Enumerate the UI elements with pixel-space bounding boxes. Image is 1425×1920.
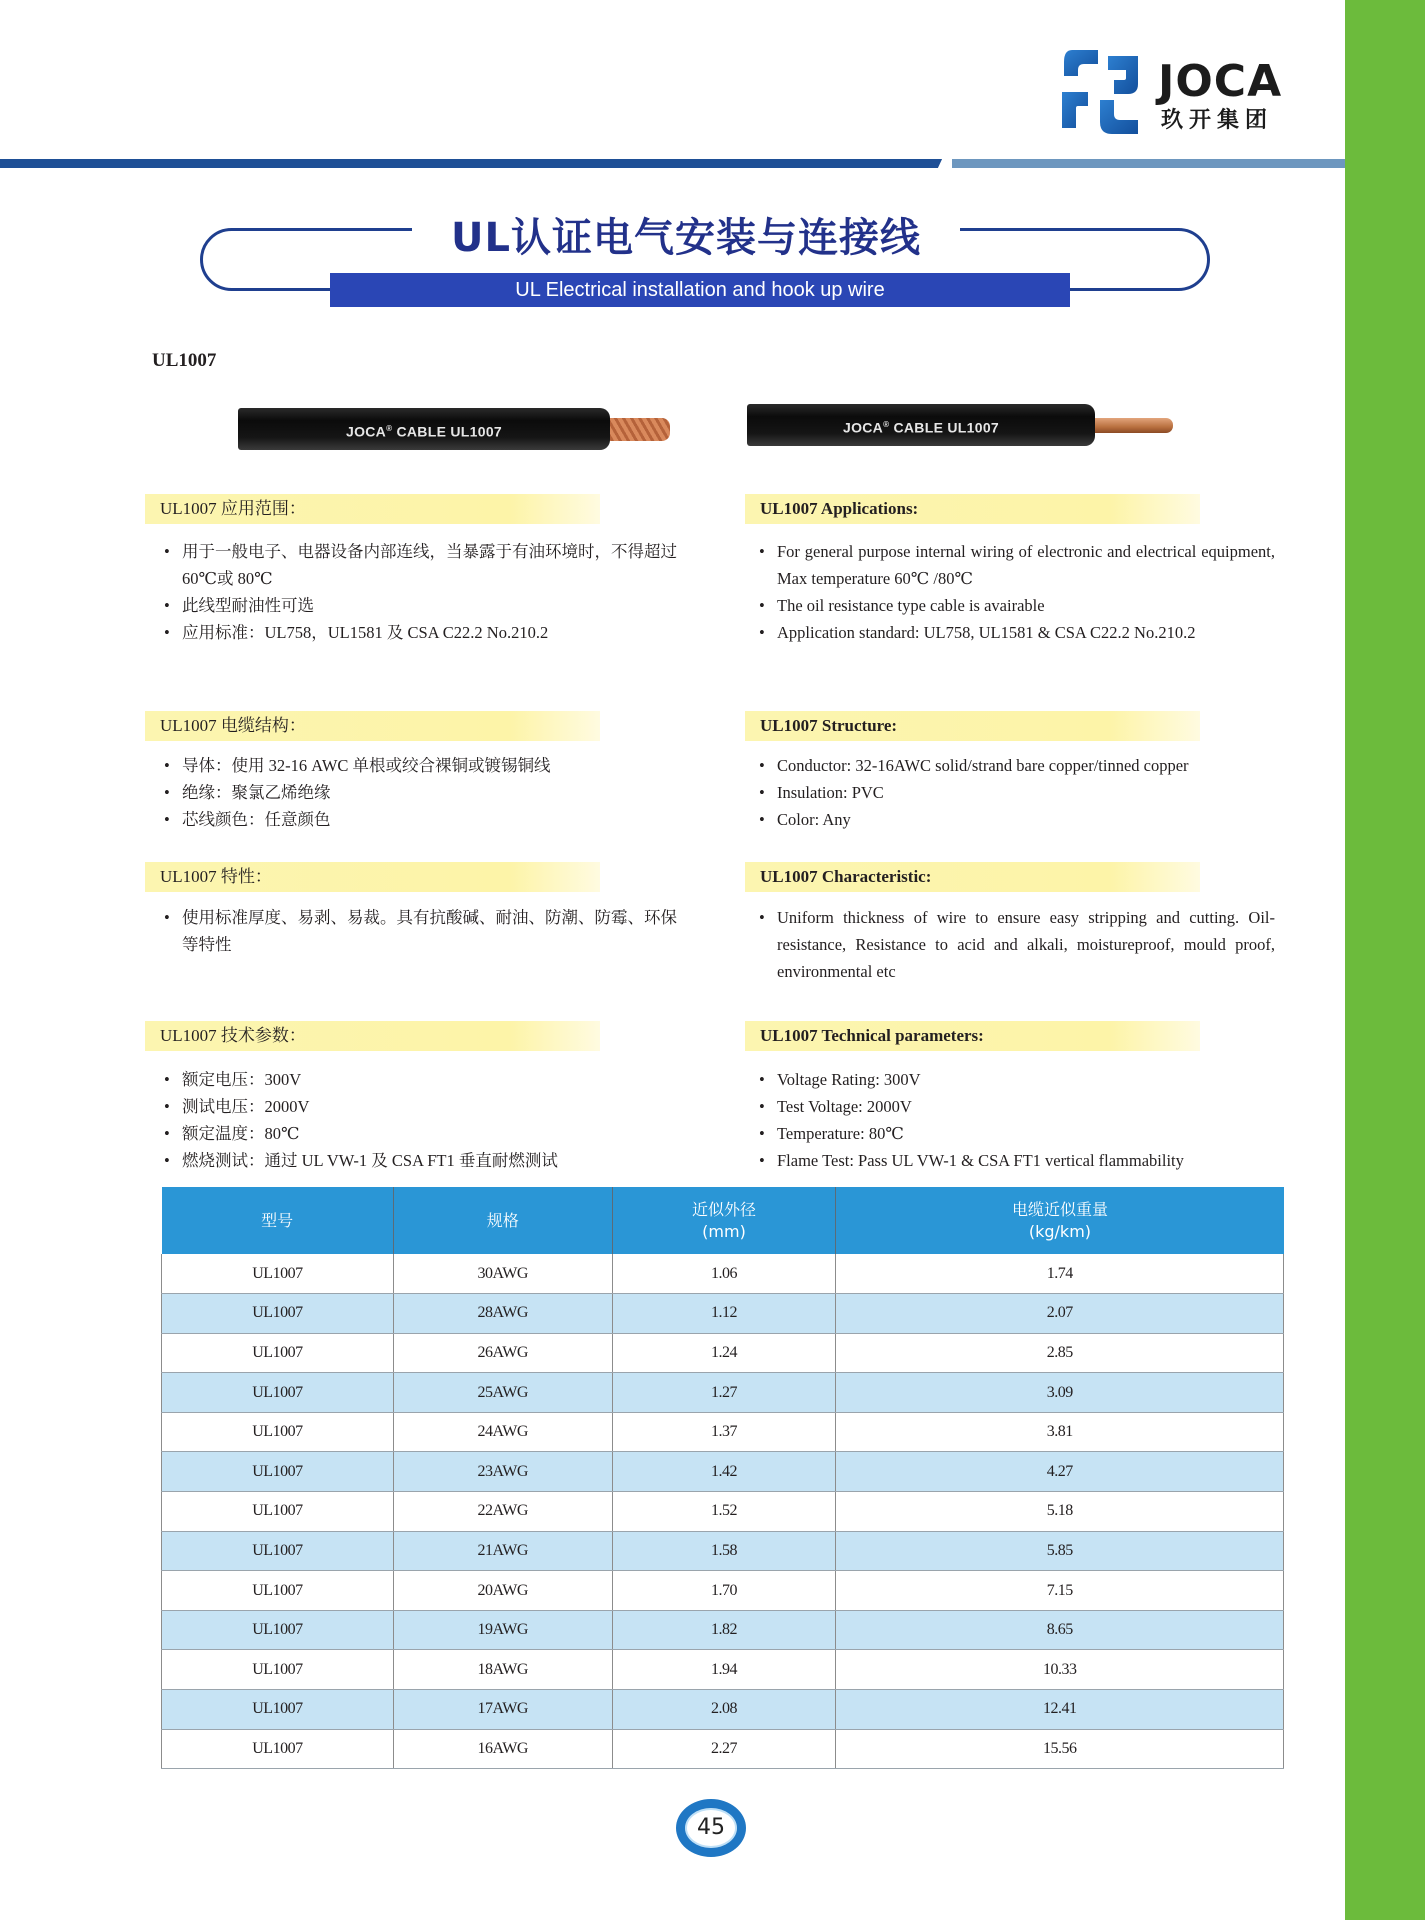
list-item: • The oil resistance type cable is avairable bbox=[755, 592, 1275, 619]
cell-weight: 4.27 bbox=[836, 1452, 1284, 1492]
cell-model: UL1007 bbox=[162, 1610, 394, 1650]
side-color-strip bbox=[1345, 0, 1425, 1920]
cell-weight: 5.85 bbox=[836, 1531, 1284, 1571]
section-heading-applications-en: UL1007 Applications: bbox=[745, 494, 1200, 524]
cell-diameter: 1.58 bbox=[612, 1531, 836, 1571]
list-item: • Application standard: UL758, UL1581 & CSA C22.2 No.210.2 bbox=[755, 619, 1275, 646]
list-item: • 绝缘：聚氯乙烯绝缘 bbox=[160, 779, 680, 806]
list-item: • Conductor: 32-16AWC solid/strand bare copper/tinned copper bbox=[755, 752, 1275, 779]
cell-model: UL1007 bbox=[162, 1650, 394, 1690]
model-title: UL1007 bbox=[152, 350, 217, 371]
cell-weight: 12.41 bbox=[836, 1690, 1284, 1730]
header-bar bbox=[0, 159, 942, 168]
cell-weight: 2.85 bbox=[836, 1333, 1284, 1373]
cell-spec: 26AWG bbox=[393, 1333, 612, 1373]
table-header-row bbox=[162, 1187, 1284, 1254]
cell-model: UL1007 bbox=[162, 1571, 394, 1611]
cable-image-stranded bbox=[238, 408, 676, 450]
cell-weight: 10.33 bbox=[836, 1650, 1284, 1690]
applications-list-cn bbox=[160, 538, 680, 646]
characteristic-list-cn bbox=[160, 904, 680, 958]
list-item: • 用于一般电子、电器设备内部连线，当暴露于有油环境时，不得超过 60℃或 80℃ bbox=[160, 538, 680, 592]
cell-spec: 22AWG bbox=[393, 1492, 612, 1532]
cell-diameter: 1.37 bbox=[612, 1412, 836, 1452]
list-item: • 芯线颜色：任意颜色 bbox=[160, 806, 680, 833]
cell-weight: 2.07 bbox=[836, 1294, 1284, 1334]
cell-model: UL1007 bbox=[162, 1452, 394, 1492]
section-heading-technical-cn: UL1007 技术参数： bbox=[145, 1021, 600, 1051]
cell-spec: 17AWG bbox=[393, 1690, 612, 1730]
list-item: • Temperature: 80℃ bbox=[755, 1120, 1275, 1147]
section-heading-characteristic-cn: UL1007 特性： bbox=[145, 862, 600, 892]
solid-copper-core bbox=[1087, 418, 1173, 433]
cell-spec: 25AWG bbox=[393, 1373, 612, 1413]
table-row bbox=[162, 1729, 1284, 1769]
cell-spec: 24AWG bbox=[393, 1412, 612, 1452]
section-heading-structure-en: UL1007 Structure: bbox=[745, 711, 1200, 741]
cell-weight: 8.65 bbox=[836, 1610, 1284, 1650]
list-item: • 导体：使用 32-16 AWC 单根或绞合裸铜或镀锡铜线 bbox=[160, 752, 680, 779]
list-item: • 测试电压：2000V bbox=[160, 1093, 680, 1120]
list-item: • 此线型耐油性可选 bbox=[160, 592, 680, 619]
list-item: • Color: Any bbox=[755, 806, 1275, 833]
list-item: • Flame Test: Pass UL VW-1 & CSA FT1 vertical flammability bbox=[755, 1147, 1275, 1174]
cell-diameter: 1.42 bbox=[612, 1452, 836, 1492]
table-row bbox=[162, 1571, 1284, 1611]
column-header-model: 型号 bbox=[162, 1187, 394, 1254]
cell-model: UL1007 bbox=[162, 1531, 394, 1571]
table-row bbox=[162, 1412, 1284, 1452]
list-item: • 额定电压：300V bbox=[160, 1066, 680, 1093]
table-row bbox=[162, 1373, 1284, 1413]
cell-model: UL1007 bbox=[162, 1729, 394, 1769]
cell-weight: 3.81 bbox=[836, 1412, 1284, 1452]
joca-logo-icon bbox=[1058, 48, 1146, 136]
cell-spec: 18AWG bbox=[393, 1650, 612, 1690]
section-heading-structure-cn: UL1007 电缆结构： bbox=[145, 711, 600, 741]
cell-diameter: 2.08 bbox=[612, 1690, 836, 1730]
column-header-spec: 规格 bbox=[393, 1187, 612, 1254]
list-item: • 使用标准厚度、易剥、易裁。具有抗酸碱、耐油、防潮、防霉、环保等特性 bbox=[160, 904, 680, 958]
brand-name-cn: 玖开集团 bbox=[1161, 108, 1274, 133]
list-item: • 燃烧测试：通过 UL VW-1 及 CSA FT1 垂直耐燃测试 bbox=[160, 1147, 680, 1174]
cell-spec: 20AWG bbox=[393, 1571, 612, 1611]
cell-diameter: 1.27 bbox=[612, 1373, 836, 1413]
cell-model: UL1007 bbox=[162, 1254, 394, 1294]
cable-insulation bbox=[238, 408, 610, 450]
cell-diameter: 1.24 bbox=[612, 1333, 836, 1373]
characteristic-list-en bbox=[755, 904, 1275, 985]
cable-insulation bbox=[747, 404, 1095, 446]
table-row bbox=[162, 1531, 1284, 1571]
cell-model: UL1007 bbox=[162, 1373, 394, 1413]
cell-weight: 5.18 bbox=[836, 1492, 1284, 1532]
technical-list-cn bbox=[160, 1066, 680, 1174]
cell-spec: 30AWG bbox=[393, 1254, 612, 1294]
cell-spec: 23AWG bbox=[393, 1452, 612, 1492]
technical-list-en bbox=[755, 1066, 1275, 1174]
cable-print-label: JOCA® CABLE UL1007 bbox=[842, 419, 1000, 436]
section-heading-technical-en: UL1007 Technical parameters: bbox=[745, 1021, 1200, 1051]
column-header-weight: 电缆近似重量 (kg/km) bbox=[836, 1187, 1284, 1254]
cell-diameter: 1.06 bbox=[612, 1254, 836, 1294]
list-item: • Uniform thickness of wire to ensure easy stripping and cutting. Oil-resistance, Resistance to acid and alkali, moistureproof, mould proof, environmental etc bbox=[755, 904, 1275, 985]
table-row bbox=[162, 1610, 1284, 1650]
table-row bbox=[162, 1333, 1284, 1373]
table-row bbox=[162, 1254, 1284, 1294]
list-item: • Insulation: PVC bbox=[755, 779, 1275, 806]
section-heading-characteristic-en: UL1007 Characteristic: bbox=[745, 862, 1200, 892]
page-number: 45 bbox=[676, 1799, 746, 1857]
brand-name: JOCA bbox=[1158, 56, 1283, 107]
cable-image-solid bbox=[747, 404, 1177, 446]
cell-weight: 3.09 bbox=[836, 1373, 1284, 1413]
cable-print-label: JOCA® CABLE UL1007 bbox=[345, 423, 503, 440]
spec-table bbox=[161, 1187, 1284, 1769]
cell-spec: 16AWG bbox=[393, 1729, 612, 1769]
table-row bbox=[162, 1690, 1284, 1730]
cell-model: UL1007 bbox=[162, 1690, 394, 1730]
cell-diameter: 1.70 bbox=[612, 1571, 836, 1611]
cell-weight: 7.15 bbox=[836, 1571, 1284, 1611]
cell-model: UL1007 bbox=[162, 1492, 394, 1532]
section-heading-applications-cn: UL1007 应用范围： bbox=[145, 494, 600, 524]
cell-diameter: 2.27 bbox=[612, 1729, 836, 1769]
cell-spec: 28AWG bbox=[393, 1294, 612, 1334]
cell-spec: 21AWG bbox=[393, 1531, 612, 1571]
brand-logo bbox=[1058, 48, 1308, 143]
table-row bbox=[162, 1492, 1284, 1532]
table-row bbox=[162, 1452, 1284, 1492]
cell-diameter: 1.82 bbox=[612, 1610, 836, 1650]
list-item: • For general purpose internal wiring of electronic and electrical equipment, Max temperature 60℃ /80℃ bbox=[755, 538, 1275, 592]
table-row bbox=[162, 1294, 1284, 1334]
cell-model: UL1007 bbox=[162, 1412, 394, 1452]
list-item: • 额定温度：80℃ bbox=[160, 1120, 680, 1147]
table-row bbox=[162, 1650, 1284, 1690]
cell-model: UL1007 bbox=[162, 1333, 394, 1373]
cell-diameter: 1.94 bbox=[612, 1650, 836, 1690]
applications-list-en bbox=[755, 538, 1275, 646]
structure-list-cn bbox=[160, 752, 680, 833]
list-item: • Voltage Rating: 300V bbox=[755, 1066, 1275, 1093]
cell-weight: 1.74 bbox=[836, 1254, 1284, 1294]
column-header-diameter: 近似外径 (mm) bbox=[612, 1187, 836, 1254]
cell-model: UL1007 bbox=[162, 1294, 394, 1334]
cell-diameter: 1.12 bbox=[612, 1294, 836, 1334]
cell-weight: 15.56 bbox=[836, 1729, 1284, 1769]
list-item: • 应用标准：UL758，UL1581 及 CSA C22.2 No.210.2 bbox=[160, 619, 680, 646]
cell-spec: 19AWG bbox=[393, 1610, 612, 1650]
cell-diameter: 1.52 bbox=[612, 1492, 836, 1532]
list-item: • Test Voltage: 2000V bbox=[755, 1093, 1275, 1120]
page-subtitle: UL Electrical installation and hook up wire bbox=[330, 273, 1070, 307]
header-bar-accent bbox=[952, 159, 1345, 168]
page-title: UL认证电气安装与连接线 bbox=[451, 215, 921, 261]
structure-list-en bbox=[755, 752, 1275, 833]
